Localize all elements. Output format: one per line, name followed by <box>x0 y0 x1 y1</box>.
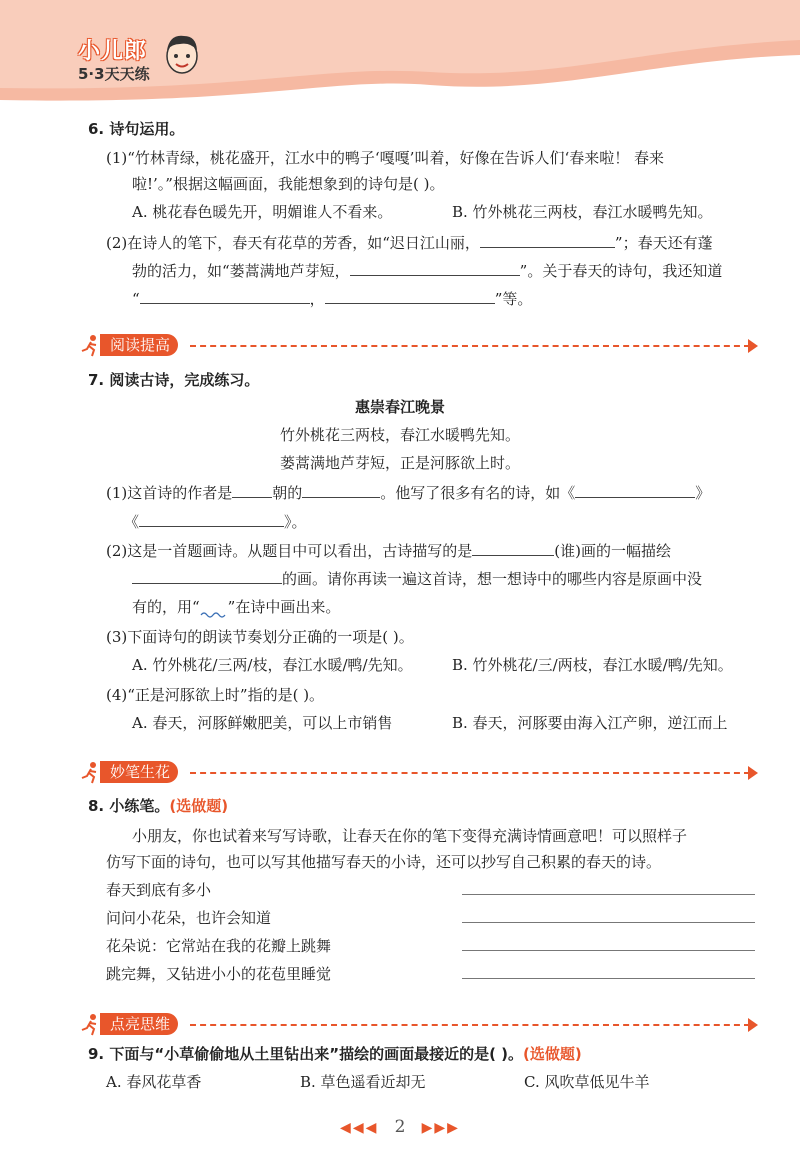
writing-line[interactable] <box>462 950 755 951</box>
blank[interactable] <box>575 483 695 498</box>
blank[interactable] <box>302 483 380 498</box>
q6-p2-line1: (2)在诗人的笔下，春天有花草的芳香，如“迟日江山丽， ”；春天还有蓬 <box>106 234 713 252</box>
q7-title: 7. 阅读古诗，完成练习。 <box>88 371 260 389</box>
q8-intro-2: 仿写下面的诗句，也可以写其他描写春天的小诗，还可以抄写自己积累的春天的诗。 <box>106 853 662 871</box>
runner-icon <box>78 1012 102 1036</box>
page-header <box>0 0 800 115</box>
q7-p4: (4)“正是河豚欲上时”指的是( )。 <box>106 686 325 704</box>
q6-p1-line1: (1)“竹林青绿，桃花盛开，江水中的鸭子‘嘎嘎’叫着，好像在告诉人们‘春来啦！ 春来 <box>106 149 664 167</box>
q7-p3-option-b: B. 竹外桃花/三/两枝，春江水暖/鸭/先知。 <box>452 656 733 674</box>
q7-p2-line3: 有的，用“ ”在诗中画出来。 <box>132 598 341 616</box>
writing-line[interactable] <box>462 922 755 923</box>
arrow-icon <box>748 1018 758 1032</box>
writing-line[interactable] <box>462 978 755 979</box>
blank[interactable] <box>350 261 520 276</box>
q7-p2-line2: 的画。请你再读一遍这首诗，想一想诗中的哪些内容是原画中没 <box>132 569 702 589</box>
arrow-icon <box>748 766 758 780</box>
brand-logo: 小儿郎 5·3天天练 <box>78 39 150 83</box>
blank[interactable] <box>232 483 272 498</box>
q6-option-a: A. 桃花春色暖先开，明媚谁人不看来。 <box>132 203 393 221</box>
q8-intro-1: 小朋友，你也试着来写写诗歌，让春天在你的笔下变得充满诗情画意吧！可以照样子 <box>132 827 688 845</box>
q6-p2-line2: 勃的活力，如“蒌蒿满地芦芽短， ”。关于春天的诗句，我还知道 <box>132 262 723 280</box>
arrow-icon <box>748 339 758 353</box>
wavy-line-icon <box>200 606 228 618</box>
q7-p1-line2: 《 》。 <box>124 513 307 531</box>
boy-mascot-icon <box>162 30 202 80</box>
blank[interactable] <box>472 541 554 556</box>
q7-p4-option-a: A. 春天，河豚鲜嫩肥美，可以上市销售 <box>132 714 393 732</box>
section-banner-writing: 妙笔生花 <box>78 761 758 785</box>
runner-icon <box>78 760 102 784</box>
q6-p2-line3: “ ， ”等。 <box>132 290 533 308</box>
q9-option-a: A. 春风花草香 <box>106 1073 202 1091</box>
runner-icon <box>78 333 102 357</box>
q9-option-c: C. 风吹草低见牛羊 <box>524 1073 650 1091</box>
q6-p1-line2: 啦!’。”根据这幅画面，我能想象到的诗句是( )。 <box>132 175 445 193</box>
blank[interactable] <box>139 512 284 527</box>
blank[interactable] <box>325 289 495 304</box>
poem-line-1: 竹外桃花三两枝，春江水暖鸭先知。 <box>279 426 520 444</box>
q9-option-b: B. 草色遥看近却无 <box>300 1073 426 1091</box>
next-arrows-icon: ▶▶▶ <box>421 1120 460 1136</box>
poem-title: 惠崇春江晚景 <box>354 398 445 416</box>
q7-p3: (3)下面诗句的朗读节奏划分正确的一项是( )。 <box>106 628 414 646</box>
page-number-footer <box>0 1117 800 1137</box>
sample-poem-line: 跳完舞，又钻进小小的花苞里睡觉 <box>106 965 332 983</box>
poem-line-2: 蒌蒿满地芦芽短，正是河豚欲上时。 <box>279 454 520 472</box>
sample-poem-line: 春天到底有多小 <box>106 881 212 899</box>
q7-p4-option-b: B. 春天，河豚要由海入江产卵，逆江而上 <box>452 714 728 732</box>
q6-option-b: B. 竹外桃花三两枝，春江水暖鸭先知。 <box>452 203 713 221</box>
section-banner-reading: 阅读提高 <box>78 334 758 358</box>
q7-p3-option-a: A. 竹外桃花/三两/枝，春江水暖/鸭/先知。 <box>132 656 413 674</box>
page-number: 2 <box>394 1117 406 1137</box>
q8-title: 8. 小练笔。(选做题) <box>88 797 229 815</box>
sample-poem-line: 问问小花朵，也许会知道 <box>106 909 272 927</box>
q6-title: 6. 诗句运用。 <box>88 120 185 138</box>
sample-poem-line: 花朵说：它常站在我的花瓣上跳舞 <box>106 937 332 955</box>
q7-p1-line1: (1)这首诗的作者是 朝的 。他写了很多有名的诗，如《 》 <box>106 484 711 502</box>
blank[interactable] <box>140 289 310 304</box>
blank[interactable] <box>132 569 282 584</box>
q7-p2-line1: (2)这是一首题画诗。从题目中可以看出，古诗描写的是 (谁)画的一幅描绘 <box>106 542 671 560</box>
prev-arrows-icon: ◀◀◀ <box>340 1120 379 1136</box>
writing-line[interactable] <box>462 894 755 895</box>
section-banner-thinking: 点亮思维 <box>78 1013 758 1037</box>
blank[interactable] <box>480 233 615 248</box>
q9-title: 9. 下面与“小草偷偷地从土里钻出来”描绘的画面最接近的是( )。(选做题) <box>88 1045 582 1063</box>
